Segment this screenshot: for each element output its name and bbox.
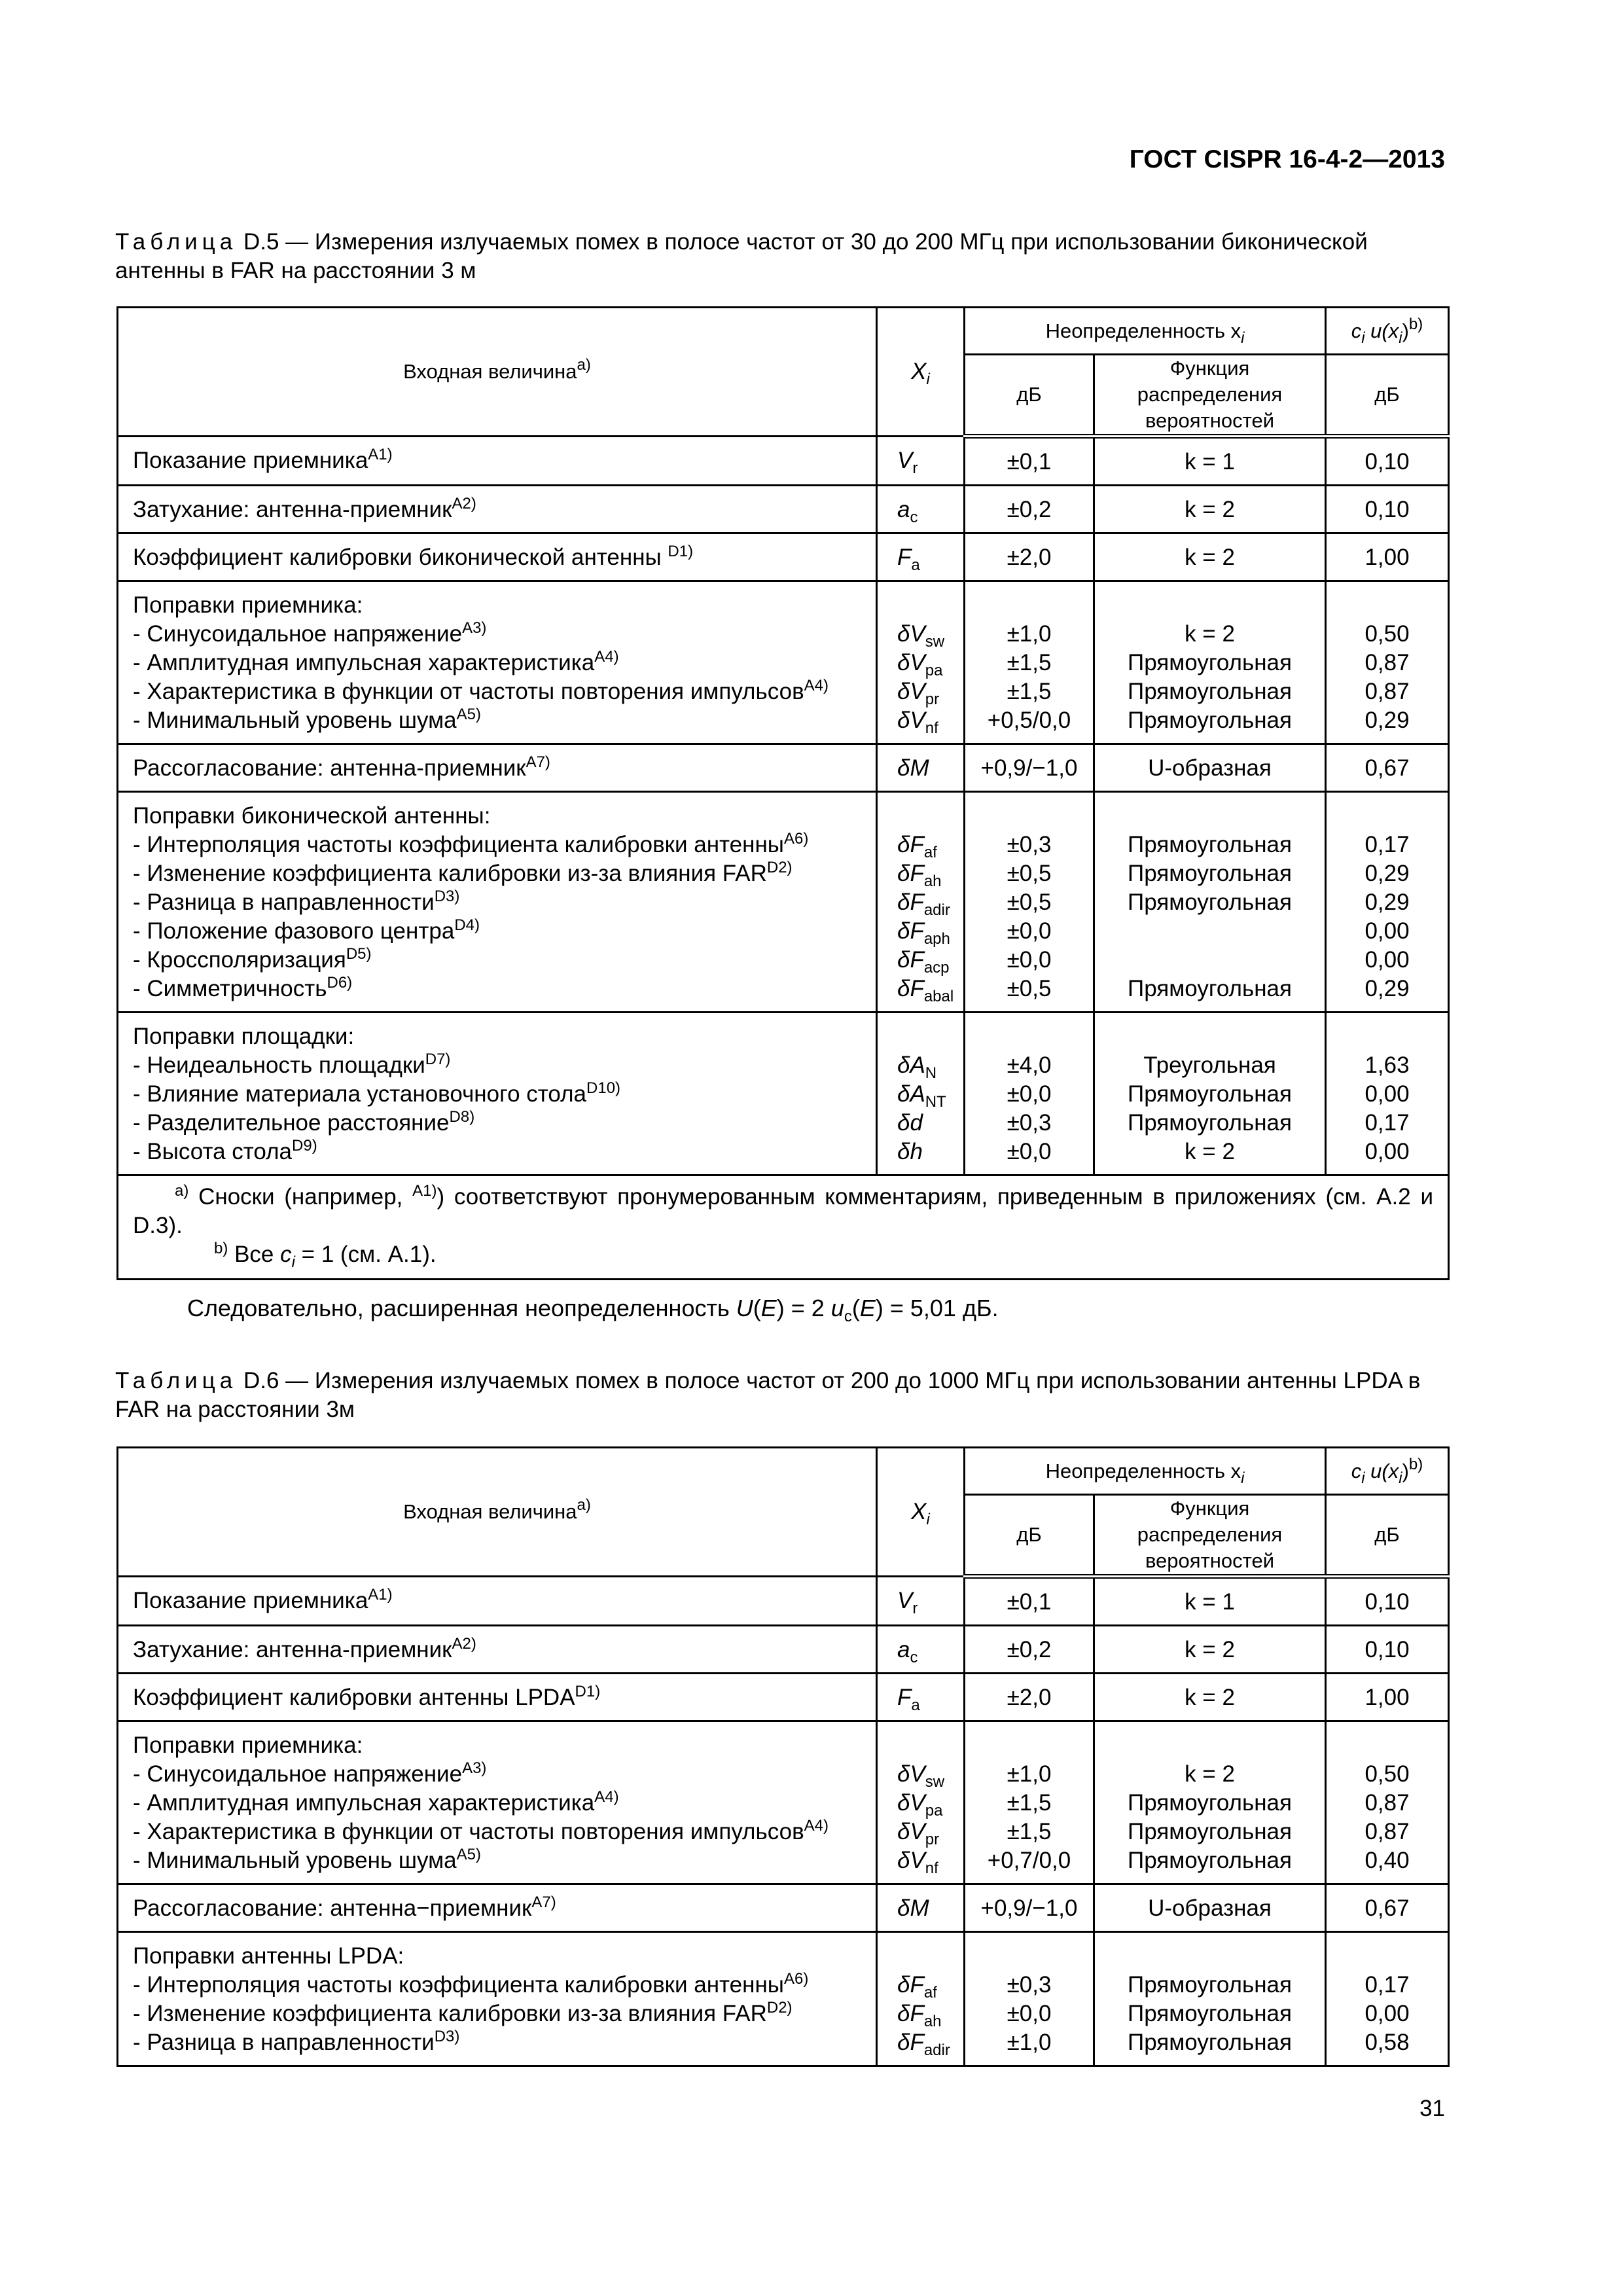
cell-ci-line	[1330, 591, 1444, 620]
cell-distribution-line: Прямоугольная	[1128, 976, 1292, 1001]
cell-distribution-line: k = 2	[1185, 1761, 1235, 1787]
cell-db-line: ±0,0	[1007, 1081, 1052, 1107]
cell-distribution-line: Прямоугольная	[1128, 861, 1292, 886]
cell-db-line: ±0,2	[1007, 1637, 1052, 1662]
cell-db	[965, 533, 1094, 581]
cell-db-line: ±0,3	[1007, 832, 1052, 857]
cell-ci-line: 0,87	[1364, 1790, 1410, 1816]
cell-ci	[1326, 581, 1449, 744]
cell-ci-line: 0,87	[1364, 679, 1410, 704]
cell-distribution-line: Прямоугольная	[1128, 679, 1292, 704]
cell-ci-line: 0,17	[1364, 1972, 1410, 1998]
cell-ci-line: 0,00	[1364, 1139, 1410, 1164]
symbol-line	[897, 1022, 963, 1051]
document-id: ГОСТ CISPR 16-4-2—2013	[1129, 145, 1445, 173]
cell-distribution	[1094, 437, 1326, 486]
symbol-line	[897, 591, 963, 620]
cell-distribution-line: Прямоугольная	[1128, 1081, 1292, 1107]
quantity-line: Коэффициент калибровки биконической антенны $^{D1)}$	[133, 543, 694, 570]
cell-distribution-line: k = 1	[1185, 449, 1235, 475]
quantity-line: Рассогласование: антенна−приемник$^{A7)}$	[133, 1893, 556, 1921]
symbol-line: $V_r$	[897, 448, 918, 477]
symbol-line: $\delta A_N$	[897, 1052, 937, 1082]
table-row	[118, 1932, 1449, 2066]
cell-distribution-line: U-образная	[1148, 1895, 1272, 1921]
quantity-line: Затухание: антенна-приемник$^{A2)}$	[133, 495, 476, 522]
cell-symbol	[877, 1577, 965, 1626]
cell-distribution-line: Прямоугольная	[1128, 1790, 1292, 1816]
cell-distribution-line: k = 2	[1185, 1139, 1235, 1164]
header-ci: $c_i$ $u(x_i)^{b)}$	[1326, 1448, 1449, 1495]
header-uncertainty: Неопределенность $x_i$	[965, 308, 1326, 355]
cell-db-line: ±0,5	[1007, 861, 1052, 886]
cell-db	[965, 1721, 1094, 1884]
cell-db-line	[969, 1942, 1089, 1971]
cell-input-quantity	[118, 437, 877, 486]
cell-ci-line: 1,00	[1364, 1685, 1410, 1710]
cell-ci	[1326, 533, 1449, 581]
cell-symbol	[877, 744, 965, 792]
symbol-line: $F_a$	[897, 545, 920, 574]
cell-db-line: ±0,1	[1007, 449, 1052, 475]
cell-distribution	[1094, 1626, 1326, 1674]
cell-db-line: ±1,5	[1007, 1819, 1052, 1844]
cell-distribution-line: Прямоугольная	[1128, 2001, 1292, 2026]
table-row	[118, 533, 1449, 581]
symbol-line: $\delta F_{ah}$	[897, 861, 942, 890]
quantity-line: - Интерполяция частоты коэффициента калибровки антенны$^{A6)}$	[133, 830, 809, 857]
quantity-line: Показание приемника$^{A1)}$	[133, 446, 393, 473]
cell-db-line	[969, 1731, 1089, 1760]
cell-db-line	[969, 802, 1089, 831]
cell-distribution-line: k = 1	[1185, 1589, 1235, 1615]
cell-db-line: ±0,0	[1007, 947, 1052, 973]
cell-distribution-line: U-образная	[1148, 755, 1272, 781]
cell-ci-line: 0,29	[1364, 708, 1410, 733]
caption-text: — Измерения излучаемых помех в полосе частот от 30 до 200 МГц при использовании биконической антенны в FAR на расстоянии 3 м	[115, 229, 1368, 283]
cell-db-line: +0,7/0,0	[987, 1848, 1071, 1873]
cell-input-quantity	[118, 1577, 877, 1626]
caption-number: D.5	[243, 229, 279, 255]
cell-input-quantity	[118, 1884, 877, 1932]
cell-ci	[1326, 744, 1449, 792]
symbol-line: $\delta F_{af}$	[897, 1972, 937, 2001]
cell-distribution	[1094, 792, 1326, 1013]
symbol-line: δM	[897, 1895, 929, 1921]
cell-distribution-line: k = 2	[1185, 1685, 1235, 1710]
cell-db	[965, 581, 1094, 744]
cell-db-line: ±0,5	[1007, 976, 1052, 1001]
symbol-line: $\delta V_{sw}$	[897, 1761, 945, 1791]
header-distribution: Функция распределения вероятностей	[1094, 355, 1326, 437]
quantity-line: Поправки антенны LPDA:	[133, 1943, 404, 1969]
cell-distribution	[1094, 1577, 1326, 1626]
cell-symbol	[877, 1932, 965, 2066]
table-row	[118, 792, 1449, 1013]
cell-db	[965, 1932, 1094, 2066]
cell-distribution-line: Прямоугольная	[1128, 708, 1292, 733]
cell-distribution-line	[1099, 917, 1321, 946]
cell-ci-line: 0,87	[1364, 1819, 1410, 1844]
cell-ci-line: 0,50	[1364, 621, 1410, 647]
cell-db-line: ±2,0	[1007, 545, 1052, 570]
note-b: $^{b)}$ Все $c_i = 1$ (см. A.1).	[214, 1240, 437, 1271]
quantity-line: Поправки биконической антенны:	[133, 803, 491, 829]
cell-distribution-line: Прямоугольная	[1128, 889, 1292, 915]
cell-distribution-line: Прямоугольная	[1128, 832, 1292, 857]
cell-ci-line: 0,29	[1364, 889, 1410, 915]
cell-ci-line: 0,10	[1364, 449, 1410, 475]
table-row	[118, 1577, 1449, 1626]
cell-db-line: ±1,5	[1007, 1790, 1052, 1816]
cell-distribution-line	[1099, 1022, 1321, 1051]
symbol-line: $\delta V_{sw}$	[897, 621, 945, 651]
cell-db-line: ±1,5	[1007, 679, 1052, 704]
quantity-line: - Разница в направленности$^{D3)}$	[133, 2028, 460, 2055]
quantity-line: - Изменение коэффициента калибровки из-за влияния $FAR^{D2)}$	[133, 1999, 793, 2026]
cell-db-line: +0,9/−1,0	[980, 755, 1078, 781]
symbol-line: $\delta F_{aph}$	[897, 918, 950, 948]
symbol-line: $\delta V_{pa}$	[897, 650, 943, 679]
cell-distribution-line: Треугольная	[1143, 1052, 1276, 1078]
cell-distribution-line: k = 2	[1185, 1637, 1235, 1662]
cell-distribution	[1094, 1721, 1326, 1884]
cell-input-quantity	[118, 1721, 877, 1884]
cell-ci-line: 0,29	[1364, 861, 1410, 886]
quantity-line: - Характеристика в функции от частоты повторения импульсов$^{A4)}$	[133, 1817, 829, 1844]
symbol-line: $\delta V_{nf}$	[897, 708, 938, 737]
cell-ci-line: 0,67	[1364, 1895, 1410, 1921]
cell-db-line	[969, 591, 1089, 620]
cell-ci	[1326, 486, 1449, 533]
quantity-line: Затухание: антенна-приемник$^{A2)}$	[133, 1635, 476, 1662]
cell-distribution-line	[1099, 802, 1321, 831]
cell-db-line: ±0,0	[1007, 918, 1052, 944]
cell-input-quantity	[118, 744, 877, 792]
cell-input-quantity	[118, 486, 877, 533]
cell-input-quantity	[118, 1626, 877, 1674]
table-row	[118, 1721, 1449, 1884]
table-row	[118, 1884, 1449, 1932]
cell-distribution-line: Прямоугольная	[1128, 1110, 1292, 1136]
symbol-line: $\delta F_{acp}$	[897, 947, 950, 977]
cell-db	[965, 1626, 1094, 1674]
table-row	[118, 1013, 1449, 1175]
table-d6	[116, 1446, 1450, 2067]
quantity-line: - Синусоидальное напряжение$^{A3)}$	[133, 1759, 487, 1787]
table-row	[118, 1626, 1449, 1674]
cell-db-line: ±1,0	[1007, 2030, 1052, 2055]
expanded-uncertainty-text: Следовательно, расширенная неопределенность U(E) = 2 $u_c(E) = 5,01$ дБ.	[187, 1295, 999, 1325]
table-d5-caption	[115, 228, 1446, 285]
symbol-line	[897, 1731, 963, 1760]
symbol-line: $\delta V_{pr}$	[897, 1819, 940, 1848]
quantity-line: Поправки площадки:	[133, 1024, 355, 1049]
symbol-line: $\delta F_{adir}$	[897, 2030, 950, 2059]
quantity-line: - Разница в направленности$^{D3)}$	[133, 888, 460, 915]
table-row	[118, 1674, 1449, 1721]
cell-db-line: ±1,0	[1007, 1761, 1052, 1787]
cell-ci-line: 0,00	[1364, 947, 1410, 973]
cell-input-quantity	[118, 533, 877, 581]
header-distribution: Функция распределения вероятностей	[1094, 1495, 1326, 1577]
cell-ci-line: 0,29	[1364, 976, 1410, 1001]
cell-symbol	[877, 1013, 965, 1175]
cell-distribution-line: k = 2	[1185, 621, 1235, 647]
cell-db-line: ±1,5	[1007, 650, 1052, 675]
table-row	[118, 486, 1449, 533]
cell-db-line: ±0,3	[1007, 1972, 1052, 1998]
symbol-line: $F_a$	[897, 1685, 920, 1714]
symbol-line: $\delta V_{nf}$	[897, 1848, 938, 1877]
cell-ci	[1326, 1626, 1449, 1674]
symbol-line: $\delta A_{NT}$	[897, 1081, 946, 1111]
cell-ci-line: 0,17	[1364, 832, 1410, 857]
symbol-line: $a_c$	[897, 497, 918, 526]
cell-distribution	[1094, 744, 1326, 792]
cell-db-line: +0,5/0,0	[987, 708, 1071, 733]
table-row	[118, 437, 1449, 486]
cell-ci	[1326, 792, 1449, 1013]
cell-ci-line	[1330, 1022, 1444, 1051]
header-input-quantity: Входная величина$^{a)}$	[118, 308, 877, 437]
quantity-line: - Разделительное расстояние$^{D8)}$	[133, 1108, 475, 1136]
cell-distribution-line: Прямоугольная	[1128, 1819, 1292, 1844]
quantity-line: - Высота стола$^{D9)}$	[133, 1137, 317, 1164]
cell-distribution-line: k = 2	[1185, 545, 1235, 570]
cell-ci-line: 0,50	[1364, 1761, 1410, 1787]
table-d5	[116, 306, 1450, 1280]
quantity-line: - Симметричность$^{D6)}$	[133, 974, 353, 1001]
note-a: $^{a)}$ Сноски (например, $^{A1)}$) соответствуют пронумерованным комментариям, приведенным в приложениях (см. A.2 и D.3).	[133, 1182, 1433, 1238]
quantity-line: - Минимальный уровень шума$^{A5)}$	[133, 706, 481, 733]
cell-distribution-line	[1099, 1731, 1321, 1760]
quantity-line: - Влияние материала установочного стола$^{D10)}$	[133, 1079, 621, 1107]
quantity-line: Поправки приемника:	[133, 1732, 363, 1758]
cell-input-quantity	[118, 1013, 877, 1175]
cell-db	[965, 1884, 1094, 1932]
cell-ci	[1326, 1577, 1449, 1626]
cell-ci	[1326, 1674, 1449, 1721]
cell-db-line: ±0,0	[1007, 1139, 1052, 1164]
cell-ci-line: 0,67	[1364, 755, 1410, 781]
cell-distribution-line	[1099, 1942, 1321, 1971]
cell-db	[965, 486, 1094, 533]
cell-db-line: ±0,2	[1007, 497, 1052, 522]
cell-ci	[1326, 1013, 1449, 1175]
cell-ci-line: 0,10	[1364, 497, 1410, 522]
symbol-line: δM	[897, 755, 929, 781]
header-db: дБ	[965, 1495, 1094, 1577]
caption-prefix: Таблица	[115, 229, 238, 255]
cell-symbol	[877, 1884, 965, 1932]
cell-ci-line: 0,40	[1364, 1848, 1410, 1873]
cell-db-line: ±0,0	[1007, 2001, 1052, 2026]
quantity-line: - Амплитудная импульсная характеристика$^{A4)}$	[133, 648, 619, 675]
symbol-line: $a_c$	[897, 1637, 918, 1666]
cell-distribution	[1094, 1674, 1326, 1721]
cell-ci	[1326, 1721, 1449, 1884]
cell-distribution-line	[1099, 946, 1321, 975]
symbol-line: $\delta F_{adir}$	[897, 889, 950, 919]
cell-ci-line: 0,00	[1364, 918, 1410, 944]
cell-ci-line	[1330, 802, 1444, 831]
header-db-ci: дБ	[1326, 1495, 1449, 1577]
cell-db	[965, 792, 1094, 1013]
cell-ci	[1326, 1932, 1449, 2066]
cell-db-line: ±2,0	[1007, 1685, 1052, 1710]
symbol-line	[897, 1942, 963, 1971]
quantity-line: Показание приемника$^{A1)}$	[133, 1586, 393, 1613]
cell-db-line	[969, 1022, 1089, 1051]
symbol-line: $\delta F_{af}$	[897, 832, 937, 861]
page-number: 31	[1419, 2096, 1445, 2121]
cell-symbol	[877, 533, 965, 581]
cell-symbol	[877, 437, 965, 486]
header-input-quantity: Входная величина$^{a)}$	[118, 1448, 877, 1577]
symbol-line: $\delta F_{ah}$	[897, 2001, 942, 2030]
header-db-ci: дБ	[1326, 355, 1449, 437]
symbol-line: $\delta V_{pr}$	[897, 679, 940, 708]
cell-ci-line	[1330, 1731, 1444, 1760]
cell-input-quantity	[118, 1674, 877, 1721]
header-uncertainty: Неопределенность $x_i$	[965, 1448, 1326, 1495]
quantity-line: Рассогласование: антенна-приемник$^{A7)}$	[133, 753, 550, 781]
cell-symbol	[877, 486, 965, 533]
cell-symbol	[877, 1674, 965, 1721]
quantity-line: - Неидеальность площадки$^{D7)}$	[133, 1050, 451, 1078]
caption-prefix: Таблица	[115, 1368, 238, 1393]
header-symbol: $X_i$	[877, 308, 965, 437]
cell-distribution-line: Прямоугольная	[1128, 1972, 1292, 1998]
quantity-line: - Изменение коэффициента калибровки из-за влияния $FAR^{D2)}$	[133, 859, 793, 886]
cell-ci-line	[1330, 1942, 1444, 1971]
cell-ci-line: 1,63	[1364, 1052, 1410, 1078]
cell-distribution-line: k = 2	[1185, 497, 1235, 522]
cell-distribution	[1094, 1013, 1326, 1175]
cell-ci-line: 0,87	[1364, 650, 1410, 675]
cell-ci-line: 1,00	[1364, 545, 1410, 570]
symbol-line	[897, 802, 963, 831]
cell-input-quantity	[118, 1932, 877, 2066]
caption-text: — Измерения излучаемых помех в полосе частот от 200 до 1000 МГц при использовании антенны LPDA в FAR на расстоянии 3м	[115, 1368, 1421, 1422]
cell-ci-line: 0,17	[1364, 1110, 1410, 1136]
symbol-line: δd	[897, 1110, 923, 1136]
header-ci: $c_i$ $u(x_i)^{b)}$	[1326, 308, 1449, 355]
quantity-line: - Минимальный уровень шума$^{A5)}$	[133, 1846, 481, 1873]
quantity-line: - Интерполяция частоты коэффициента калибровки антенны$^{A6)}$	[133, 1970, 809, 1998]
table-row	[118, 744, 1449, 792]
header-symbol: $X_i$	[877, 1448, 965, 1577]
symbol-line: δh	[897, 1139, 923, 1164]
cell-db	[965, 744, 1094, 792]
cell-db-line: +0,9/−1,0	[980, 1895, 1078, 1921]
cell-distribution	[1094, 1884, 1326, 1932]
quantity-line: - Характеристика в функции от частоты повторения импульсов$^{A4)}$	[133, 677, 829, 704]
table-notes	[118, 1175, 1449, 1280]
quantity-line: Поправки приемника:	[133, 592, 363, 618]
caption-number: D.6	[243, 1368, 279, 1393]
cell-ci-line: 0,00	[1364, 2001, 1410, 2026]
quantity-line: - Положение фазового центра$^{D4)}$	[133, 916, 480, 944]
cell-distribution-line: Прямоугольная	[1128, 650, 1292, 675]
cell-db	[965, 1674, 1094, 1721]
symbol-line: $V_r$	[897, 1588, 918, 1617]
cell-db-line: ±4,0	[1007, 1052, 1052, 1078]
cell-distribution	[1094, 486, 1326, 533]
quantity-line: - Кроссполяризация$^{D5)}$	[133, 945, 372, 973]
cell-input-quantity	[118, 792, 877, 1013]
cell-distribution-line: Прямоугольная	[1128, 1848, 1292, 1873]
cell-distribution-line: Прямоугольная	[1128, 2030, 1292, 2055]
cell-symbol	[877, 792, 965, 1013]
cell-distribution	[1094, 1932, 1326, 2066]
cell-symbol	[877, 1626, 965, 1674]
cell-ci-line: 0,10	[1364, 1637, 1410, 1662]
cell-symbol	[877, 1721, 965, 1884]
table-d6-caption	[115, 1367, 1446, 1424]
symbol-line: $\delta F_{abal}$	[897, 976, 954, 1005]
cell-distribution-line	[1099, 591, 1321, 620]
quantity-line: - Амплитудная импульсная характеристика$^{A4)}$	[133, 1788, 619, 1816]
cell-db	[965, 1013, 1094, 1175]
cell-ci-line: 0,58	[1364, 2030, 1410, 2055]
cell-ci-line: 0,00	[1364, 1081, 1410, 1107]
cell-db-line: ±0,5	[1007, 889, 1052, 915]
table-row	[118, 581, 1449, 744]
cell-db-line: ±1,0	[1007, 621, 1052, 647]
cell-db	[965, 437, 1094, 486]
cell-ci	[1326, 1884, 1449, 1932]
quantity-line: - Синусоидальное напряжение$^{A3)}$	[133, 619, 487, 647]
cell-symbol	[877, 581, 965, 744]
cell-db-line: ±0,3	[1007, 1110, 1052, 1136]
cell-distribution	[1094, 581, 1326, 744]
cell-db-line: ±0,1	[1007, 1589, 1052, 1615]
cell-input-quantity	[118, 581, 877, 744]
cell-ci-line: 0,10	[1364, 1589, 1410, 1615]
symbol-line: $\delta V_{pa}$	[897, 1790, 943, 1820]
quantity-line: Коэффициент калибровки антенны $LPDA^{D1)}$	[133, 1683, 601, 1710]
cell-distribution	[1094, 533, 1326, 581]
cell-db	[965, 1577, 1094, 1626]
header-db: дБ	[965, 355, 1094, 437]
cell-ci	[1326, 437, 1449, 486]
